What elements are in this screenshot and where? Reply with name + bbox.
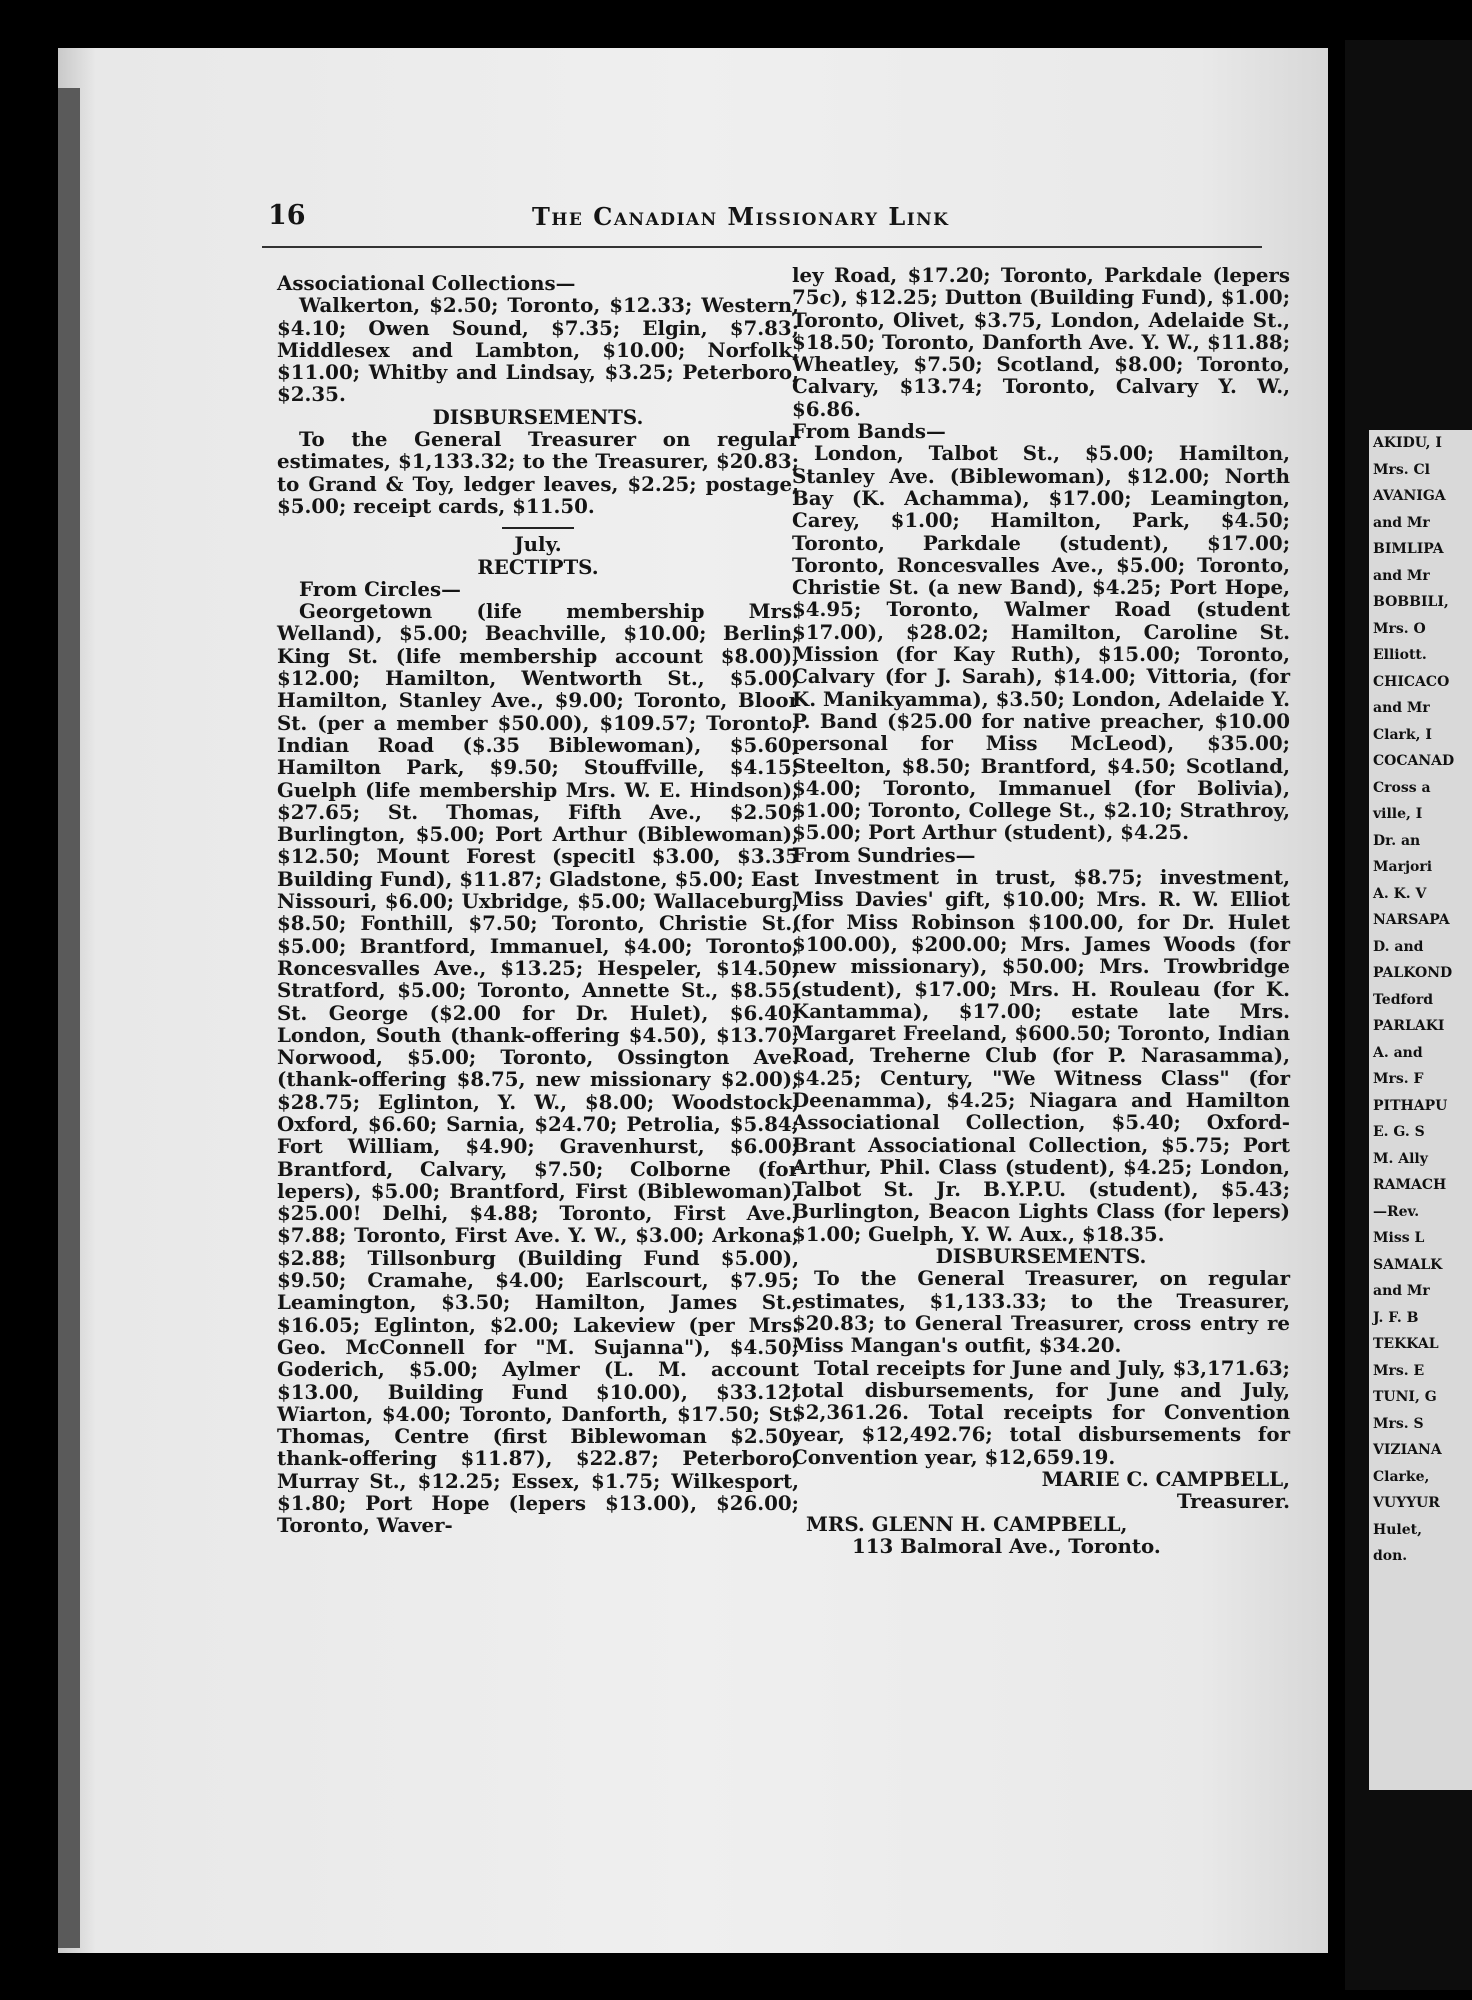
adjacent-page-line: TUNI, G bbox=[1373, 1389, 1437, 1405]
adjacent-page-line: and Mr bbox=[1373, 1283, 1430, 1299]
disbursements-text-july: To the General Treasurer, on regular estimates, $1,133.33; to the Treasurer, $20.83; to General Treasurer, cross entry re Miss Mangan's outfit, $34.20. bbox=[792, 1266, 1290, 1358]
signature-title: Treasurer. bbox=[1176, 1489, 1290, 1514]
circles-continued-text: ley Road, $17.20; Toronto, Parkdale (lepers 75c), $12.25; Dutton (Building Fund), $1.00; Toronto, Olivet, $3.75, London, Adelaide St., $18.50; Toronto, Danforth Ave. Y. W., $11.88; Wheatley, $7.50; Scotland, $8.00; Toronto, Calvary, $13.74; Toronto, Calvary Y. W., $6.86. bbox=[792, 263, 1290, 421]
adjacent-page-line: A. K. V bbox=[1373, 885, 1427, 902]
adjacent-page-line: BOBBILI, bbox=[1373, 594, 1449, 610]
address-street: 113 Balmoral Ave., Toronto. bbox=[852, 1533, 1161, 1558]
adjacent-page-line: and Mr bbox=[1373, 567, 1430, 584]
adjacent-page-line: BIMLIPA bbox=[1373, 541, 1444, 557]
adjacent-page-line: Dr. an bbox=[1373, 832, 1421, 849]
disbursements-heading: DISBURSEMENTS. bbox=[432, 404, 644, 429]
adjacent-page-line: Hulet, bbox=[1373, 1521, 1422, 1538]
signature-name: MARIE C. CAMPBELL, bbox=[1041, 1467, 1290, 1492]
adjacent-page-line: VUYYUR bbox=[1373, 1495, 1440, 1511]
adjacent-page-line: Mrs. E bbox=[1373, 1362, 1425, 1379]
adjacent-page-line: E. G. S bbox=[1373, 1124, 1425, 1140]
adjacent-page-edge bbox=[1345, 40, 1472, 1990]
adjacent-page-line: Elliott. bbox=[1373, 647, 1427, 663]
adjacent-page-line: TEKKAL bbox=[1373, 1336, 1439, 1352]
adjacent-page-line: M. Ally bbox=[1373, 1150, 1428, 1167]
from-bands-heading: From Bands— bbox=[792, 419, 946, 444]
from-circles-heading: From Circles— bbox=[299, 576, 461, 601]
adjacent-page-line: and Mr bbox=[1373, 514, 1430, 531]
adjacent-page-line: ville, I bbox=[1373, 806, 1423, 822]
adjacent-page-line: Cross a bbox=[1373, 779, 1431, 796]
running-title: The Canadian Missionary Link bbox=[532, 202, 950, 231]
adjacent-page-line: and Mr bbox=[1373, 700, 1430, 716]
adjacent-page-line: don. bbox=[1373, 1548, 1408, 1564]
from-sundries-heading: From Sundries— bbox=[792, 842, 976, 867]
section-divider bbox=[502, 527, 574, 529]
adjacent-page-line: Miss L bbox=[1373, 1230, 1425, 1246]
adjacent-page-line: A. and bbox=[1373, 1044, 1423, 1061]
from-sundries-text: Investment in trust, $8.75; investment, Miss Davies' gift, $10.00; Mrs. R. W. Elliot (for Miss Robinson $100.00, for Dr. Hulet $100.00), $200.00; Mrs. James Woods (for new missionary), $50.00; Mrs. Trowbridge (student), $17.00; Mrs. H. Rouleau (for K. Kantamma), $17.00; estate late Mrs. Margaret Freeland, $600.50; Toronto, Indian Road, Treherne Club (for P. Narasamma), $4.25; Century, "We Witness Class" (for Deenamma), $4.25; Niagara and Hamilton Associational Collection, $5.40; Oxford-Brant Associational Collection, $5.75; Port Arthur, Phil. Class (student), $4.25; London, Talbot St. Jr. B.Y.P.U. (student), $5.43; Burlington, Beacon Lights Class (for lepers) $1.00; Guelph, Y. W. Aux., $18.35. bbox=[792, 865, 1291, 1246]
adjacent-page-line: AVANIGA bbox=[1373, 488, 1446, 504]
adjacent-page-line: PALKOND bbox=[1373, 965, 1453, 981]
book-binding-edge bbox=[58, 88, 80, 1948]
adjacent-page-line: CHICACO bbox=[1373, 673, 1450, 690]
adjacent-page-line: AKIDU, I bbox=[1373, 435, 1442, 451]
disbursements-text: To the General Treasurer on regular estimates, $1,133.32; to the Treasurer, $20.83; to Grand & Toy, ledger leaves, $2.25; postage, $5.00; receipt cards, $11.50. bbox=[277, 427, 799, 518]
adjacent-page-line: Clarke, bbox=[1373, 1468, 1430, 1485]
adjacent-page-line: Mrs. S bbox=[1373, 1415, 1424, 1432]
adjacent-page-text bbox=[1369, 430, 1472, 1790]
adjacent-page-line: PITHAPU bbox=[1373, 1097, 1448, 1114]
disbursements-heading-july: DISBURSEMENTS. bbox=[935, 1244, 1147, 1269]
page-number: 16 bbox=[268, 200, 306, 231]
from-bands-text: London, Talbot St., $5.00; Hamilton, Stanley Ave. (Biblewoman), $12.00; North Bay (K. Achamma), $17.00; Leamington, Carey, $1.00; Hamilton, Park, $4.50; Toronto, Parkdale (student), $17.00; Toronto, Roncesvalles Ave., $5.00; Toronto, Christie St. (a new Band), $4.25; Port Hope, $4.95; Toronto, Walmer Road (student $17.00), $28.02; Hamilton, Caroline St. Mission (for Kay Ruth), $15.00; Toronto, Calvary (for J. Sarah), $14.00; Vittoria, (for K. Manikyamma), $3.50; London, Adelaide Y. P. Band ($25.00 for native preacher, $10.00 personal for Miss McLeod), $35.00; Steelton, $8.50; Brantford, $4.50; Scotland, $4.00; Toronto, Immanuel (for Bolivia), $1.00; Toronto, College St., $2.10; Strathroy, $5.00; Port Arthur (student), $4.25. bbox=[792, 441, 1290, 845]
adjacent-page-line: NARSAPA bbox=[1373, 912, 1450, 928]
header-rule bbox=[262, 246, 1262, 248]
right-column bbox=[792, 264, 1290, 1557]
adjacent-page-line: SAMALK bbox=[1373, 1256, 1443, 1273]
adjacent-page-line: Mrs. O bbox=[1373, 620, 1426, 637]
from-circles-text: Georgetown (life membership Mrs. Welland), $5.00; Beachville, $10.00; Berlin, King St. (life membership account $8.00), $12.00; Hamilton, Wentworth St., $5.00; Hamilton, Stanley Ave., $9.00; Toronto, Bloor St. (per a member $50.00), $109.57; Toronto, Indian Road ($.35 Biblewoman), $5.60; Hamilton Park, $9.50; Stouffville, $4.15; Guelph (life membership Mrs. W. E. Hindson), $27.65; St. Thomas, Fifth Ave., $2.50; Burlington, $5.00; Port Arthur (Biblewoman), $12.50; Mount Forest (specitl $3.00, $3.35 Building Fund), $11.87; Gladstone, $5.00; East Nissouri, $6.00; Uxbridge, $5.00; Wallaceburg, $8.50; Fonthill, $7.50; Toronto, Christie St., $5.00; Brantford, Immanuel, $4.00; Toronto, Roncesvalles Ave., $13.25; Hespeler, $14.50; Stratford, $5.00; Toronto, Annette St., $8.55; St. George ($2.00 for Dr. Hulet), $6.40; London, South (thank-offering $4.50), $13.70; Norwood, $5.00; Toronto, Ossington Ave. (thank-offering $8.75, new missionary $2.00), $28.75; Eglinton, Y. W., $8.00; Woodstock, Oxford, $6.60; Sarnia, $24.70; Petrolia, $5.84; Fort William, $4.90; Gravenhurst, $6.00; Brantford, Calvary, $7.50; Colborne (for lepers), $5.00; Brantford, First (Biblewoman), $25.00! Delhi, $4.88; Toronto, First Ave., $7.88; Toronto, First Ave. Y. W., $3.00; Arkona, $2.88; Tillsonburg (Building Fund $5.00), $9.50; Cramahe, $4.00; Earlscourt, $7.95; Leamington, $3.50; Hamilton, James St., $16.05; Eglinton, $2.00; Lakeview (per Mrs. Geo. McConnell for "M. Sujanna"), $4.50; Goderich, $5.00; Aylmer (L. M. account $13.00, Building Fund $10.00), $33.12; Wiarton, $4.00; Toronto, Danforth, $17.50; St. Thomas, Centre (first Biblewoman $2.50, thank-offering $11.87), $22.87; Peterboro, Murray St., $12.25; Essex, $1.75; Wilkesport, $1.80; Port Hope (lepers $13.00), $26.00; Toronto, Waver- bbox=[277, 599, 799, 1538]
adjacent-page-line: J. F. B bbox=[1373, 1309, 1419, 1326]
adjacent-page-line: Clark, I bbox=[1373, 726, 1432, 743]
adjacent-page-line: Mrs. F bbox=[1373, 1071, 1424, 1087]
adjacent-page-line: Mrs. Cl bbox=[1373, 461, 1430, 478]
adjacent-page-line: D. and bbox=[1373, 938, 1424, 955]
left-column bbox=[277, 272, 799, 1537]
adjacent-page-line: PARLAKI bbox=[1373, 1018, 1445, 1034]
adjacent-page-line: RAMACH bbox=[1373, 1177, 1447, 1193]
address-name: MRS. GLENN H. CAMPBELL, bbox=[806, 1511, 1128, 1536]
adjacent-page-line: Marjori bbox=[1373, 859, 1433, 875]
associational-collections-text: Walkerton, $2.50; Toronto, $12.33; Western, $4.10; Owen Sound, $7.35; Elgin, $7.83; Middlesex and Lambton, $10.00; Norfolk, $11.00; Whitby and Lindsay, $3.25; Peterboro, $2.35. bbox=[277, 293, 799, 407]
totals-text: Total receipts for June and July, $3,171.63; total disbursements, for June and July, $2,361.26. Total receipts for Convention year, $12,492.76; total disbursements for Convention year, $12,659.19. bbox=[792, 1355, 1290, 1469]
month-heading: July. bbox=[514, 532, 562, 557]
page-header bbox=[268, 200, 1268, 240]
adjacent-page-line: Tedford bbox=[1373, 991, 1434, 1008]
associational-collections-heading: Associational Collections— bbox=[277, 271, 576, 295]
adjacent-page-line: —Rev. bbox=[1373, 1203, 1420, 1220]
receipts-heading: RECTIPTS. bbox=[477, 554, 599, 579]
adjacent-page-line: COCANAD bbox=[1373, 753, 1455, 769]
adjacent-page-line: VIZIANA bbox=[1373, 1442, 1442, 1458]
